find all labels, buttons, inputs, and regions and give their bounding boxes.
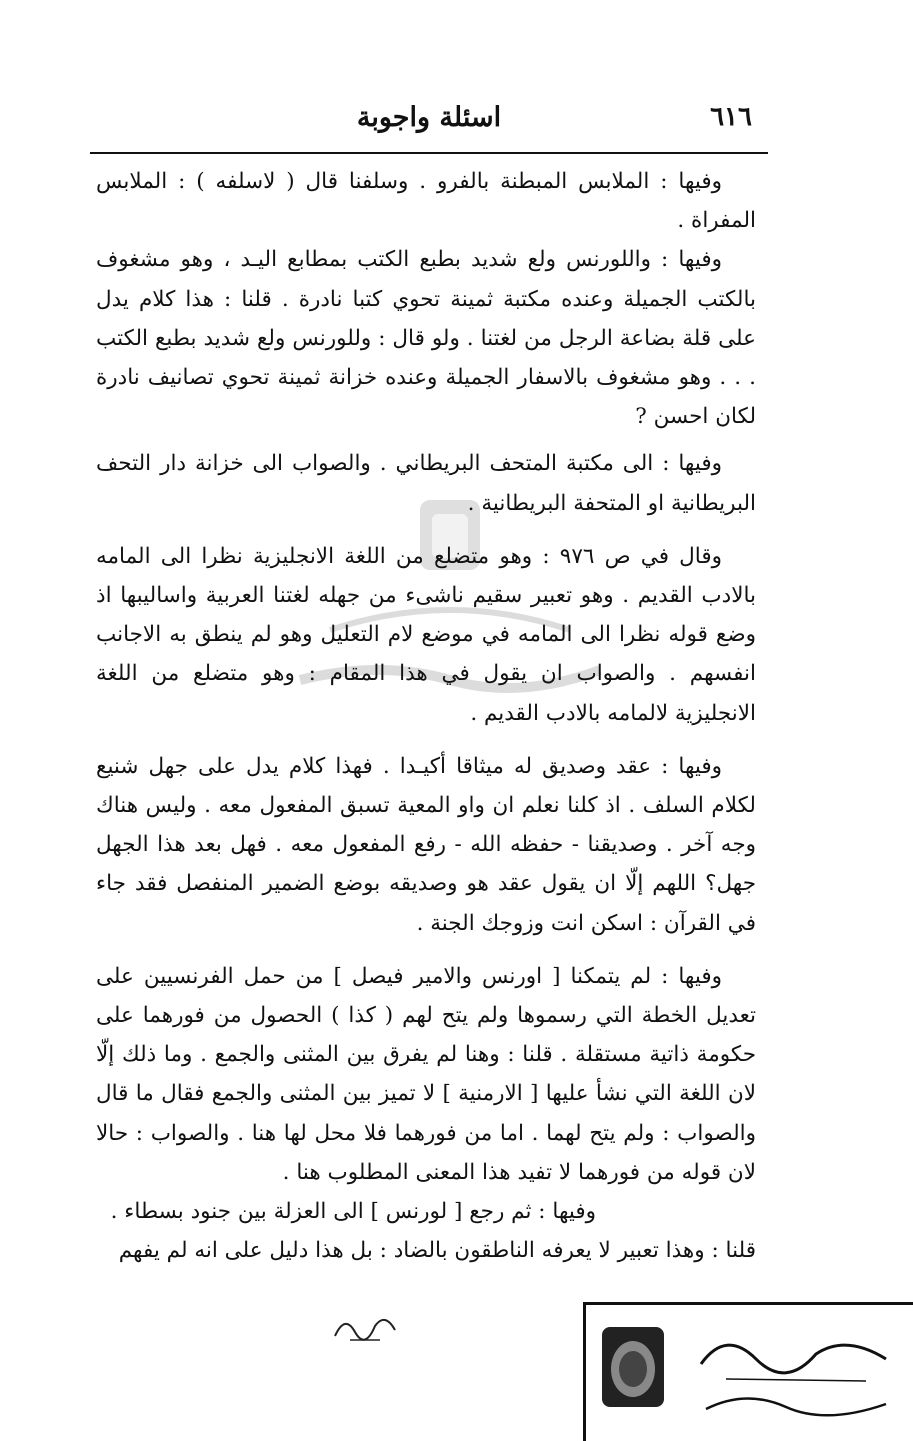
paragraph: وفيها : ثم رجع [ لورنس ] الى العزلة بين جنود بسطاء . bbox=[110, 1199, 596, 1225]
library-stamp bbox=[583, 1302, 913, 1441]
paragraph: وفيها : الملابس المبطنة بالفرو . وسلفنا قال ( لاسلفه ) : الملابس المفراة . bbox=[96, 169, 756, 234]
signature-scribble bbox=[330, 1306, 400, 1346]
paragraph: قلنا : وهذا تعبير لا يعرفه الناطقون بالضاد : بل هذا دليل على انه لم يفهم bbox=[118, 1238, 756, 1264]
paragraph: وقال في ص ٩٧٦ : وهو متضلع من اللغة الانجليزية نظرا الى المامه بالادب القديم . وهو تعبير سقيم ناشىء من جهله لغتنا العربية واساليبها اذ وضع قوله نظرا الى المامه في موضع لام التعليل وهو لم ينطق به الاجانب انفسهم . والصواب ان يقول في هذا المقام : وهو متضلع من اللغة الانجليزية لالمامه بالادب القديم . bbox=[96, 543, 756, 726]
running-title: اسئلة واجوبة bbox=[356, 102, 502, 133]
paragraph: وفيها : الى مكتبة المتحف البريطاني . والصواب الى خزانة دار التحف البريطانية او المتحفة البريطانية . bbox=[96, 451, 756, 516]
page-header bbox=[90, 96, 768, 146]
paragraph: وفيها : لم يتمكنا [ اورنس والامير فيصل ] من حمل الفرنسيين على تعديل الخطة التي رسموها ولم يتح لهم ( كذا ) الحصول من فورهما على حكومة ذاتية مستقلة . قلنا : وهنا لم يفرق بين المثنى والجمع . وما ذلك إلّا لان اللغة التي نشأ عليها [ الارمنية ] لا تميز بين المثنى والجمع فقال ما قال والصواب : ولم يتح لهما . اما من فورهما فلا محل لها هنا . والصواب : حالا لان قوله من فورهما لا تفيد هذا المعنى المطلوب هنا . bbox=[96, 963, 756, 1185]
header-rule bbox=[90, 152, 768, 154]
stamp-calligraphy bbox=[686, 1319, 906, 1429]
page-number: ٦١٦ bbox=[710, 102, 752, 132]
paragraph: وفيها : عقد وصديق له ميثاقا أكيـدا . فهذا كلام يدل على جهل شنيع لكلام السلف . اذ كلنا نعلم ان واو المعية تسبق المفعول معه . وليس هناك وجه آخر . وصديقنا - حفظه الله - رفع المفعول معه . فهل بعد هذا الجهل جهل؟ اللهم إلّا ان يقول عقد هو وصديقه بوضع الضمير المنفصل فقد جاء في القرآن : اسكن انت وزوجك الجنة . bbox=[96, 753, 756, 936]
seal-emblem bbox=[600, 1325, 666, 1409]
paragraph: وفيها : واللورنس ولع شديد بطبع الكتب بمطابع اليـد ، وهو مشغوف بالكتب الجميلة وعنده مكتبة ثمينة تحوي كتبا نادرة . قلنا : هذا كلام يدل على قلة بضاعة الرجل من لغتنا . ولو قال : وللورنس ولع شديد بطبع الكتب . . . وهو مشغوف بالاسفار الجميلة وعنده خزانة ثمينة تحوي تصانيف نادرة لكان احسن ? bbox=[96, 247, 756, 430]
body-text bbox=[96, 162, 756, 1270]
